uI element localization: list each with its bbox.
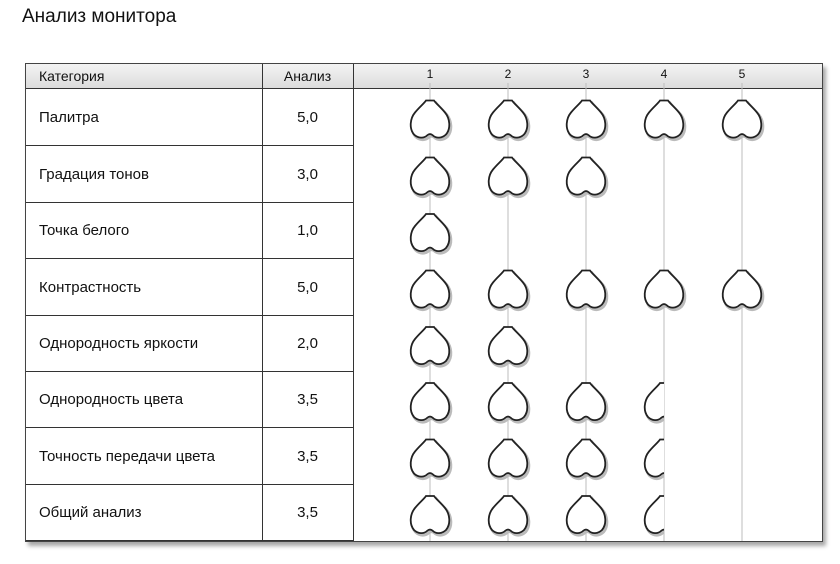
rating-symbol: [567, 440, 607, 479]
rating-symbol: [645, 440, 685, 479]
rating-symbol: [567, 383, 607, 422]
tick-label: 2: [504, 67, 512, 81]
tick-label: 5: [738, 67, 746, 81]
table-row: [26, 203, 353, 259]
analysis-value: 5,0: [262, 259, 353, 316]
rating-symbol: [645, 496, 685, 535]
table-row: [26, 428, 353, 485]
analysis-value: 1,0: [262, 203, 353, 259]
rating-symbol: [567, 158, 607, 197]
table-row: [26, 316, 353, 372]
rating-symbol: [645, 271, 685, 310]
tick-label: 1: [426, 67, 434, 81]
rating-symbol: [411, 383, 451, 422]
rating-symbol: [489, 271, 529, 310]
table-row: [26, 485, 353, 541]
rating-scale-plot: [353, 64, 822, 541]
rating-symbol: [411, 214, 451, 253]
rating-symbol: [489, 440, 529, 479]
category-label: Однородность цвета: [26, 372, 262, 428]
analysis-value: 3,5: [262, 428, 353, 485]
rating-symbol: [411, 496, 451, 535]
table-row: [26, 372, 353, 428]
rating-symbol: [411, 440, 451, 479]
rating-symbol: [723, 271, 763, 310]
table-row: [26, 89, 353, 146]
analysis-value: 3,5: [262, 485, 353, 541]
header-category: Категория: [26, 64, 262, 89]
page-title: Анализ монитора: [22, 6, 177, 27]
rating-symbol: [567, 496, 607, 535]
analysis-value: 5,0: [262, 89, 353, 146]
rating-symbol: [411, 327, 451, 366]
rating-symbol: [723, 101, 763, 140]
rating-symbol: [489, 327, 529, 366]
tick-label: 4: [660, 67, 668, 81]
category-label: Общий анализ: [26, 485, 262, 541]
category-label: Палитра: [26, 89, 262, 146]
table-row: [26, 259, 353, 316]
rating-symbol: [567, 101, 607, 140]
ratings-grid: [26, 64, 354, 541]
rating-symbol: [645, 383, 685, 422]
rating-symbol: [411, 101, 451, 140]
category-label: Контрастность: [26, 259, 262, 316]
analysis-value: 2,0: [262, 316, 353, 372]
rating-symbol: [567, 271, 607, 310]
rating-symbol: [645, 101, 685, 140]
table-row: [26, 146, 353, 203]
header-analysis: Анализ: [262, 64, 353, 89]
category-label: Градация тонов: [26, 146, 262, 203]
category-label: Точка белого: [26, 203, 262, 259]
rating-symbol: [411, 271, 451, 310]
analysis-value: 3,5: [262, 372, 353, 428]
rating-symbol: [489, 383, 529, 422]
category-label: Однородность яркости: [26, 316, 262, 372]
header-row: [26, 64, 353, 89]
rating-symbol: [489, 101, 529, 140]
category-label: Точность передачи цвета: [26, 428, 262, 485]
rating-symbol: [489, 496, 529, 535]
rating-table: [25, 63, 823, 542]
rating-symbol: [489, 158, 529, 197]
rating-symbol: [411, 158, 451, 197]
tick-label: 3: [582, 67, 590, 81]
analysis-value: 3,0: [262, 146, 353, 203]
